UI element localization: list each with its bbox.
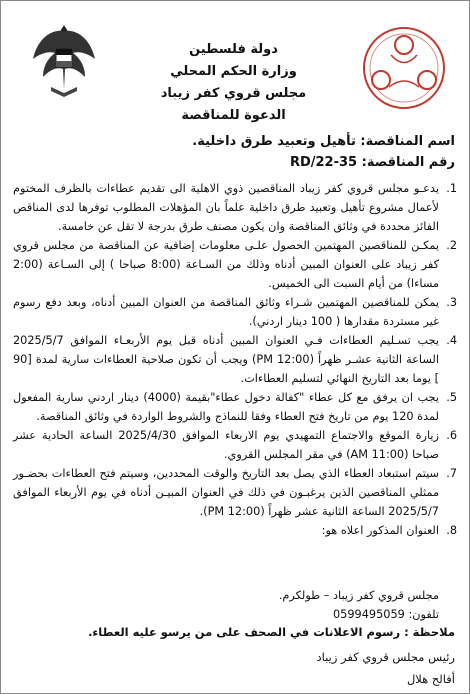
tender-info bbox=[15, 131, 455, 173]
signatory-name: أفالح هلال bbox=[406, 672, 455, 686]
phone-number: تلفون: 0599495059 bbox=[332, 608, 439, 621]
list-item: 4. يجب تسـليم العطاءات فـي العنوان المبين أدناه قبل يوم الأربعـاء الموافق 2025/5/7 الساعة الثانية عشـر ظهراً (PM 12:00) ويجب أن تكون صلاحية العطاءات سارية لمدة [90 ] يوما بعد التاريخ النهائي لتسليم العطاءات. bbox=[13, 334, 457, 385]
address-line: مجلس قروي كفر زيباد – طولكرم. bbox=[278, 589, 439, 602]
note: ملاحظة : رسوم الاعلانات في الصحف على من يرسو عليه العطاء. bbox=[88, 625, 455, 639]
state-name: دولة فلسطين bbox=[189, 42, 278, 57]
council-logo-icon bbox=[361, 25, 447, 111]
tender-conditions-list bbox=[13, 179, 457, 540]
invitation-title: الدعوة للمناقصة bbox=[181, 108, 286, 123]
list-item: 2. يمكـن للمناقصين المهتمين الحصول علـى معلومات إضافية عن المناقصة من مجلس قروي كفر زيباد على العنوان المبين أدناه وذلك من السـاعة (8:00 صباحا ) إلى السـاعة (2:00 مساءا) من أيام السبت الى الخميس. bbox=[13, 239, 457, 290]
letterhead-titles bbox=[111, 39, 356, 127]
address-block bbox=[279, 586, 439, 624]
ministry-name: وزارة الحكم المحلي bbox=[170, 64, 297, 79]
council-name: مجلس قروي كفر زيباد bbox=[160, 86, 307, 101]
tender-number: رقم المناقصة: 35-22/RD bbox=[289, 155, 455, 170]
list-item: 3. يمكن للمناقصين المهتمين شـراء وثائق المناقصة من العنوان المبين أدناه، وبعد دفع رسوم غير مستردة مقدارها ( 100 دينار اردني). bbox=[13, 296, 457, 328]
tender-name: اسم المناقصة: تأهيل وتعبيد طرق داخلية. bbox=[192, 134, 455, 149]
list-item: 1. يدعـو مجلس قروي كفر زيباد المناقصين ذوي الاهلية الى تقديم عطاءات بالظرف المختوم لأعمال مشروع تأهيل وتعبيد طرق داخلية علماً بان المؤهلات المطلوب توفرها لدى المناقص الفائز محددة في وثائق المناقصة وان يكون مصنف طرق بدرجة لا تقل عن خامسة. bbox=[13, 182, 457, 233]
list-item: 7. سيتم استبعاد العطاء الذي يصل بعد التاريخ والوقت المحددين، وسيتم فتح العطاءات بحضـور ممثلي المناقصين الذين يرغبـون في ذلك في العنوان المبيـن أدناه في يوم الأربعاء الموافق 2025/5/7 الساعة الثانية عشر ظهراً (PM 12:00). bbox=[13, 467, 457, 518]
palestine-eagle-emblem-icon bbox=[29, 19, 99, 99]
list-item: 8. العنوان المذكور اعلاه هو: bbox=[321, 524, 457, 537]
list-item: 6. زيارة الموقع والاجتماع التمهيدي يوم الاربعاء الموافق 2025/4/30 الساعة الحادية عشر صباحا (AM 11:00) في مقر المجلس القروي. bbox=[13, 429, 457, 461]
signature-block bbox=[317, 646, 455, 690]
signatory-title: رئيس مجلس قروي كفر زيباد bbox=[316, 650, 455, 664]
list-item: 5. يجب ان يرفق مع كل عطاء "كفالة دخول عطاء"بقيمة (4000) دينار اردني سارية المفعول لمدة 120 يوم من تاريخ فتح العطاء وفقا للنماذج والشروط الواردة في وثائق المناقصة. bbox=[13, 391, 457, 423]
